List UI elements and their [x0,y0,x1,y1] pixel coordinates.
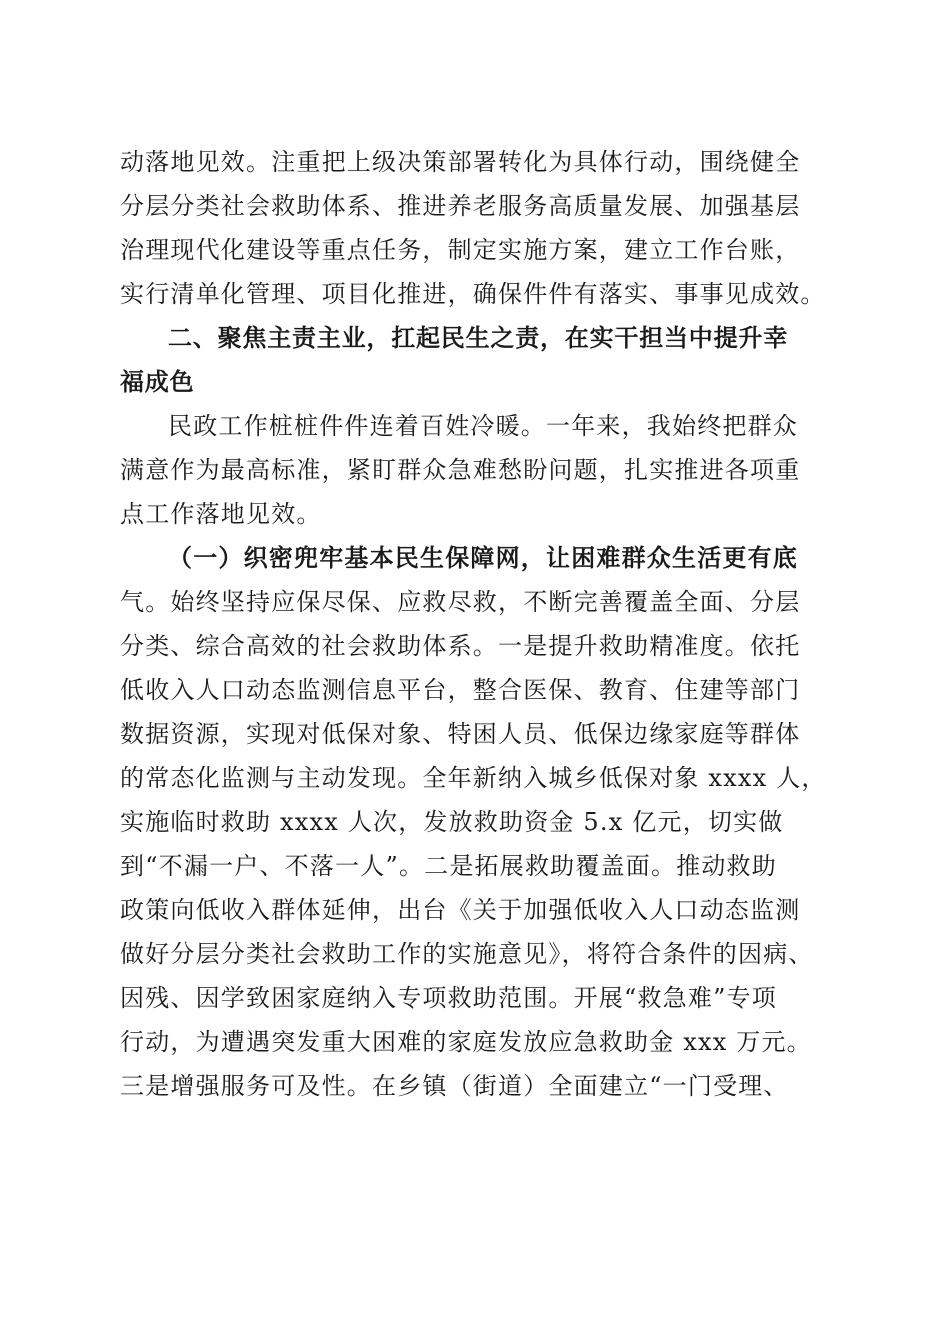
paragraph-first-line: 民政工作桩桩件件连着百姓冷暖。一年来，我始终把群众 [168,412,798,440]
text-line: 低收入人口动态监测信息平台，整合医保、教育、住建等部门 [120,676,801,704]
text-line: 的常态化监测与主动发现。全年新纳入城乡低保对象 xxxx 人， [120,764,827,792]
text-line: 分层分类社会救助体系、推进养老服务高质量发展、加强基层 [120,192,801,220]
text-line: 治理现代化建设等重点任务，制定实施方案，建立工作台账， [120,236,801,264]
text-line: 动落地见效。注重把上级决策部署转化为具体行动，围绕健全 [120,148,801,176]
text-line: 满意作为最高标准，紧盯群众急难愁盼问题，扎实推进各项重 [120,456,801,484]
document-body [120,140,830,1108]
text-line: 实行清单化管理、项目化推进，确保件件有落实、事事见成效。 [120,280,826,308]
text-line: 实施临时救助 xxxx 人次，发放救助资金 5.x 亿元，切实做 [120,808,784,836]
text-line: 到“不漏一户、不落一人”。二是拓展救助覆盖面。推动救助 [120,852,777,880]
text-line: 政策向低收入群体延伸，出台《关于加强低收入人口动态监测 [120,896,801,924]
text-line: 行动，为遭遇突发重大困难的家庭发放应急救助金 xxx 万元。 [120,1028,812,1056]
text-line: 因残、因学致困家庭纳入专项救助范围。开展“救急难”专项 [120,984,777,1012]
text-line: 做好分层分类社会救助工作的实施意见》，将符合条件的因病、 [120,940,814,968]
text-line: 点工作落地见效。 [120,500,322,528]
text-line: 三是增强服务可及性。在乡镇（街道）全面建立“一门受理、 [120,1072,789,1100]
subsection-heading: （一）织密兜牢基本民生保障网，让困难群众生活更有底 [168,543,798,572]
section-heading-continued: 福成色 [120,368,195,396]
text-line: 气。始终坚持应保尽保、应救尽救，不断完善覆盖全面、分层 [120,588,801,616]
text-line: 数据资源，实现对低保对象、特困人员、低保边缘家庭等群体 [120,720,801,748]
section-heading: 二、聚焦主责主业，扛起民生之责，在实干担当中提升幸 [168,324,788,352]
text-line: 分类、综合高效的社会救助体系。一是提升救助精准度。依托 [120,632,801,660]
